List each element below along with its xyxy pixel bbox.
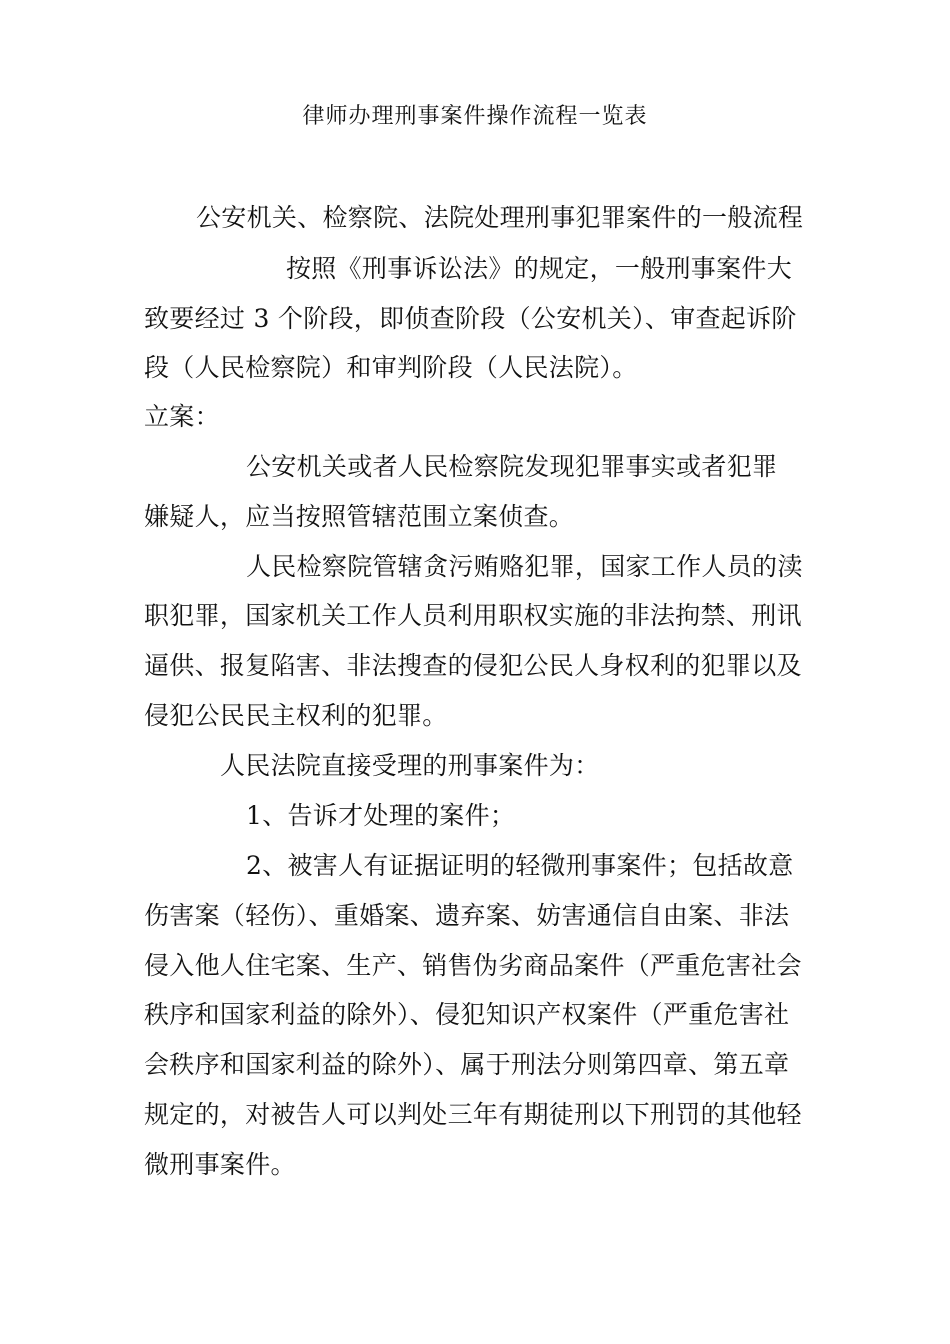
paragraph-line: 会秩序和国家利益的除外）、属于刑法分则第四章、第五章 bbox=[144, 1050, 790, 1079]
paragraph-line: 规定的，对被告人可以判处三年有期徒刑以下刑罚的其他轻 bbox=[144, 1100, 802, 1129]
paragraph-line: 人民法院直接受理的刑事案件为： bbox=[220, 751, 600, 780]
section-heading-general-process: 公安机关、检察院、法院处理刑事犯罪案件的一般流程 bbox=[196, 203, 804, 232]
section-heading-filing: 立案： bbox=[144, 402, 220, 431]
paragraph-line: 嫌疑人，应当按照管辖范围立案侦查。 bbox=[144, 502, 575, 531]
paragraph-line: 微刑事案件。 bbox=[144, 1150, 296, 1179]
list-item: 2、被害人有证据证明的轻微刑事案件；包括故意 bbox=[246, 851, 794, 880]
paragraph-line: 按照《刑事诉讼法》的规定，一般刑事案件大 bbox=[286, 254, 793, 283]
paragraph-line: 侵入他人住宅案、生产、销售伪劣商品案件（严重危害社会 bbox=[144, 951, 802, 980]
paragraph-line: 伤害案（轻伤）、重婚案、遗弃案、妨害通信自由案、非法 bbox=[144, 901, 790, 930]
paragraph-line: 致要经过 3 个阶段，即侦查阶段（公安机关）、审查起诉阶 bbox=[144, 304, 797, 333]
document-title: 律师办理刑事案件操作流程一览表 bbox=[302, 104, 648, 129]
paragraph-line: 职犯罪，国家机关工作人员利用职权实施的非法拘禁、刑讯 bbox=[144, 601, 802, 630]
paragraph-line: 公安机关或者人民检察院发现犯罪事实或者犯罪 bbox=[246, 452, 778, 481]
paragraph-line: 逼供、报复陷害、非法搜查的侵犯公民人身权利的犯罪以及 bbox=[144, 651, 802, 680]
paragraph-line: 侵犯公民民主权利的犯罪。 bbox=[144, 701, 448, 730]
paragraph-line: 人民检察院管辖贪污贿赂犯罪，国家工作人员的渎 bbox=[246, 552, 803, 581]
paragraph-line: 段（人民检察院）和审判阶段（人民法院）。 bbox=[144, 353, 638, 382]
list-item: 1、告诉才处理的案件； bbox=[246, 801, 516, 830]
paragraph-line: 秩序和国家利益的除外）、侵犯知识产权案件（严重危害社 bbox=[144, 1000, 790, 1029]
